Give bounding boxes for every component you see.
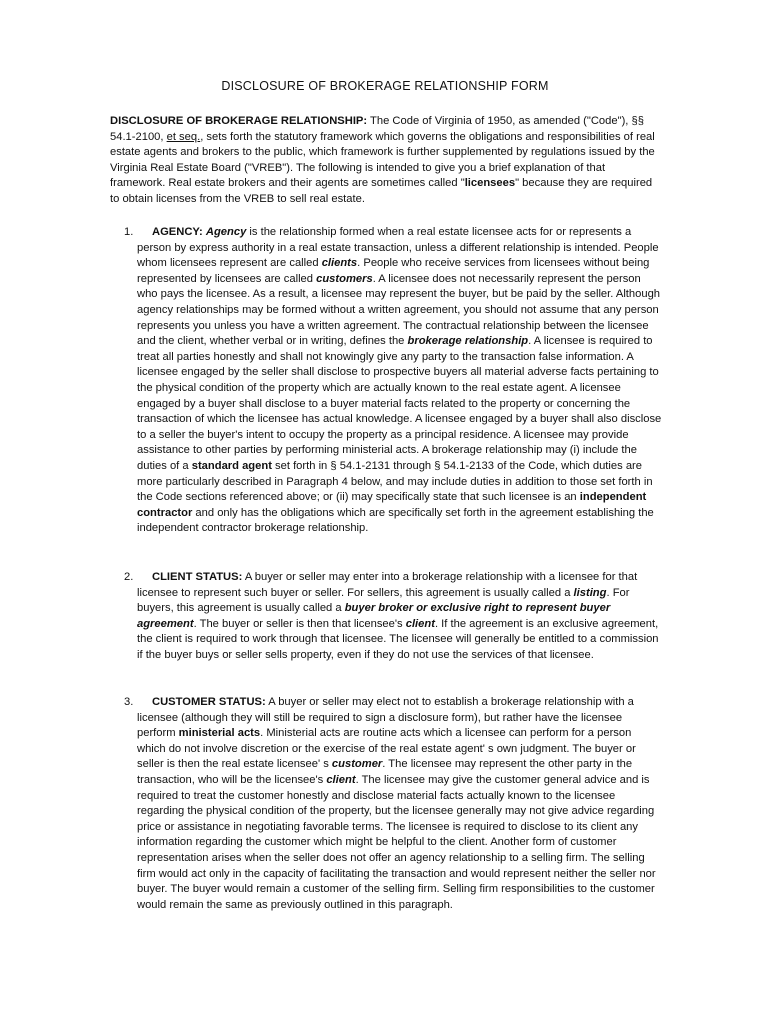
section-heading: CLIENT STATUS:	[152, 571, 243, 583]
intro-text-1: The Code of Virginia of 1950, as amended ("Code"), §§ 54.1-2100,	[110, 115, 644, 143]
section-text: . The licensee may represent the other party in the transaction, who will be the licensee's	[137, 758, 633, 786]
section-text: . A licensee does not necessarily represent the person who pays the licensee. As a result, a licensee may represent the buyer, but be paid by the seller. Although agency relationships may be formed without a written agreement, you should not assume that any person represents you unless you have a written agreement. The contractual relationship between the licensee and the client, whether verbal or in writing, defines the	[137, 272, 661, 348]
section-text: . The buyer or seller is then that licensee's	[193, 617, 406, 630]
section-heading: AGENCY:	[152, 226, 203, 238]
listing-term: listing	[573, 586, 607, 599]
section-text: A buyer or seller may elect not to establish a brokerage relationship with a licensee (although they will still be required to sign a disclosure form), but rather have the licensee perform	[137, 696, 634, 740]
client-term: client	[405, 617, 435, 630]
intro-heading: DISCLOSURE OF BROKERAGE RELATIONSHIP:	[110, 115, 368, 127]
section-text: . Ministerial acts are routine acts which a licensee can perform for a person which do not involve discretion or the exercise of the real estate agent' s own judgment. The buyer or seller is then the real estate licensee' s	[137, 727, 636, 771]
client-term: client	[326, 773, 356, 786]
section-number: 2.	[124, 571, 134, 583]
section-client-status	[110, 570, 662, 664]
section-text: . People who receive services from licensees without being represented by licensees are called	[137, 257, 650, 285]
et-seq: et seq.	[166, 130, 201, 143]
agency-term: Agency	[205, 226, 247, 238]
brokerage-relationship-term: brokerage relationship	[407, 335, 529, 348]
clients-term: clients	[321, 257, 358, 270]
section-text: . The licensee may give the customer general advice and is required to treat the customer honestly and disclose material facts actually known to the licensee regarding the physical condition of the property, but the licensee generally may not give advice regarding price or assistance in negotiating favorable terms. The licensee is required to disclose to its client any information regarding the customer which might be helpful to the client. Another form of customer representation arises when the seller does not offer an agency relationship to a selling firm. The selling firm would act only in the capacity of facilitating the transaction and would represent neither the seller nor buyer. The buyer would remain a customer of the selling firm. Selling firm responsibilities to the customer would remain the same as previously outlined in this paragraph.	[137, 773, 656, 911]
section-customer-status	[110, 695, 662, 913]
section-text: and only has the obligations which are specifically set forth in the agreement establishing the independent contractor brokerage relationship.	[137, 506, 654, 535]
section-heading: CUSTOMER STATUS:	[152, 696, 266, 708]
licensees-term: licensees	[464, 177, 516, 190]
buyer-broker-term: buyer broker or exclusive right to represent buyer agreement	[137, 602, 611, 630]
intro-text-3: " because they are required to obtain licenses from the VREB to sell real estate.	[110, 177, 653, 205]
section-body	[137, 695, 662, 913]
customer-term: customer	[331, 758, 383, 771]
section-text: A buyer or seller may enter into a brokerage relationship with a licensee for that licensee to represent such buyer or seller. For sellers, this agreement is usually called a	[137, 571, 638, 599]
customers-term: customers	[316, 272, 373, 285]
ministerial-acts-term: ministerial acts	[178, 727, 261, 740]
section-number: 1.	[124, 226, 134, 238]
section-text: . A licensee is required to treat all parties honestly and shall not knowingly give any party to the transaction false information. A licensee engaged by the seller shall disclose to prospective buyers all material adverse facts pertaining to the physical condition of the property which are actually known to the real estate agent. A licensee engaged by a buyer shall disclose to a buyer material facts related to the property or concerning the transaction of which the licensee has actual knowledge. A licensee engaged by a buyer shall also disclose to a seller the buyer's intent to occupy the property as a principal residence. A licensee may provide assistance to other parties by performing ministerial acts. A brokerage relationship may (i) include the duties of a	[137, 335, 662, 472]
section-body	[137, 570, 662, 664]
section-agency	[110, 225, 662, 537]
intro-text-2: , sets forth the statutory framework which governs the obligations and responsibilities of real estate agents and brokers to the public, which framework is further supplemented by regulations issued by the Virginia Real Estate Board ("VREB"). The following is intended to give you a brief explanation of that framework. Real estate brokers and their agents are sometimes called "	[110, 130, 655, 190]
independent-contractor-term: independent contractor	[137, 491, 647, 519]
section-body	[137, 225, 662, 537]
page-title: DISCLOSURE OF BROKERAGE RELATIONSHIP FORM	[221, 79, 549, 93]
section-text: set forth in § 54.1-2131 through § 54.1-2133 of the Code, which duties are more particularly described in Paragraph 4 below, and may include duties in addition to those set forth in the Code sections referenced above; or (ii) may specifically state that such licensee is an	[137, 459, 653, 504]
intro-paragraph	[110, 114, 662, 208]
section-text: . If the agreement is an exclusive agreement, the client is required to work through that licensee. The licensee will generally be entitled to a commission if the buyer buys or seller sells property, even if they do not use the services of that licensee.	[137, 617, 659, 661]
section-text: . For buyers, this agreement is usually called a	[137, 586, 630, 615]
section-text: is the relationship formed when a real estate licensee acts for or represents a person by express authority in a real estate transaction, unless a different relationship is intended. People whom licensees represent are called	[137, 226, 659, 270]
section-number: 3.	[124, 696, 134, 708]
standard-agent-term: standard agent	[191, 459, 272, 472]
